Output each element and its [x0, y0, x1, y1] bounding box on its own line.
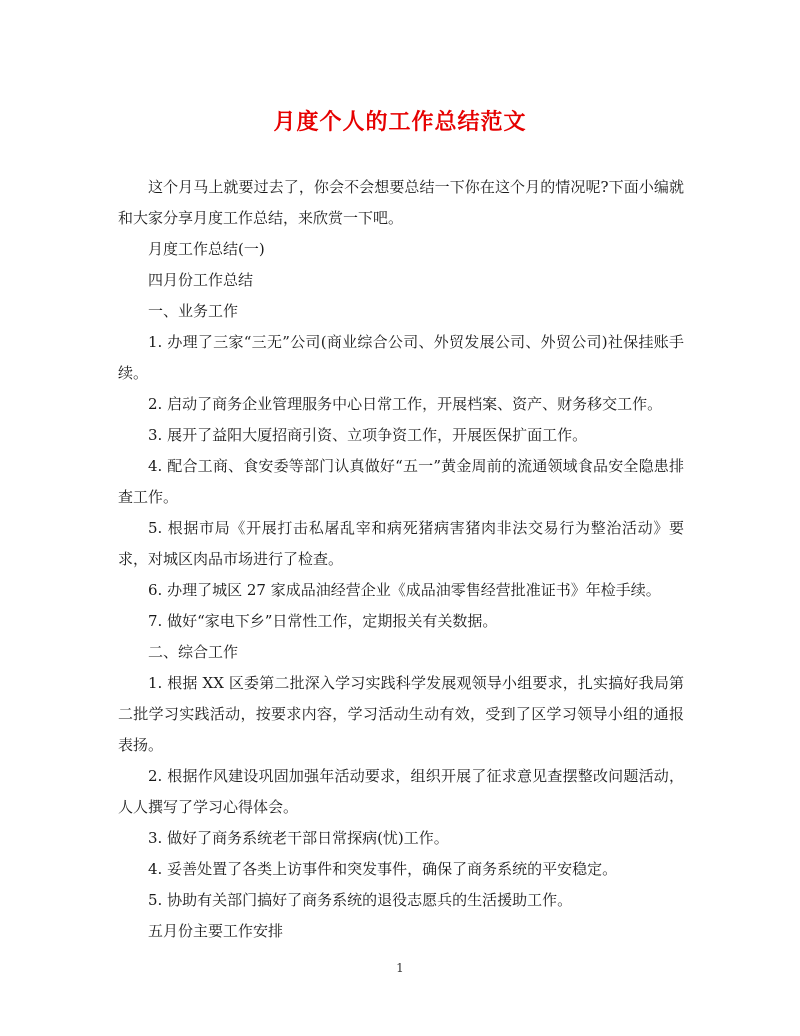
page-number: 1	[396, 961, 404, 975]
paragraph: 2. 根据作风建设巩固加强年活动要求，组织开展了征求意见查摆整改问题活动，人人撰写了学习心得体会。	[118, 767, 684, 816]
paragraph: 五月份主要工作安排	[148, 922, 284, 940]
paragraph: 四月份工作总结	[148, 271, 254, 289]
paragraph: 5. 根据市局《开展打击私屠乱宰和病死猪病害猪肉非法交易行为整治活动》要求，对城区肉品市场进行了检查。	[118, 519, 684, 568]
paragraph: 1. 办理了三家“三无”公司(商业综合公司、外贸发展公司、外贸公司)社保挂账手续。	[118, 333, 684, 382]
paragraph: 月度工作总结(一)	[148, 240, 265, 258]
paragraph: 6. 办理了城区 27 家成品油经营企业《成品油零售经营批准证书》年检手续。	[148, 581, 661, 599]
paragraph: 4. 妥善处置了各类上访事件和突发事件，确保了商务系统的平安稳定。	[148, 860, 618, 878]
paragraph: 这个月马上就要过去了，你会不会想要总结一下你在这个月的情况呢?下面小编就和大家分享月度工作总结，来欣赏一下吧。	[118, 178, 684, 227]
document-title: 月度个人的工作总结范文	[273, 109, 527, 135]
paragraph: 一、业务工作	[148, 302, 239, 320]
paragraph: 2. 启动了商务企业管理服务中心日常工作，开展档案、资产、财务移交工作。	[148, 395, 663, 413]
paragraph: 5. 协助有关部门搞好了商务系统的退役志愿兵的生活援助工作。	[148, 891, 573, 909]
paragraph: 4. 配合工商、食安委等部门认真做好“五一”黄金周前的流通领域食品安全隐患排查工作。	[118, 457, 684, 506]
paragraph: 7. 做好“家电下乡”日常性工作，定期报关有关数据。	[148, 612, 498, 630]
document-body	[118, 172, 684, 947]
paragraph: 1. 根据 XX 区委第二批深入学习实践科学发展观领导小组要求，扎实搞好我局第二批学习实践活动，按要求内容，学习活动生动有效，受到了区学习领导小组的通报表扬。	[118, 674, 684, 754]
paragraph: 3. 展开了益阳大厦招商引资、立项争资工作，开展医保扩面工作。	[148, 426, 588, 444]
paragraph: 二、综合工作	[148, 643, 239, 661]
paragraph: 3. 做好了商务系统老干部日常探病(忧)工作。	[148, 829, 449, 847]
